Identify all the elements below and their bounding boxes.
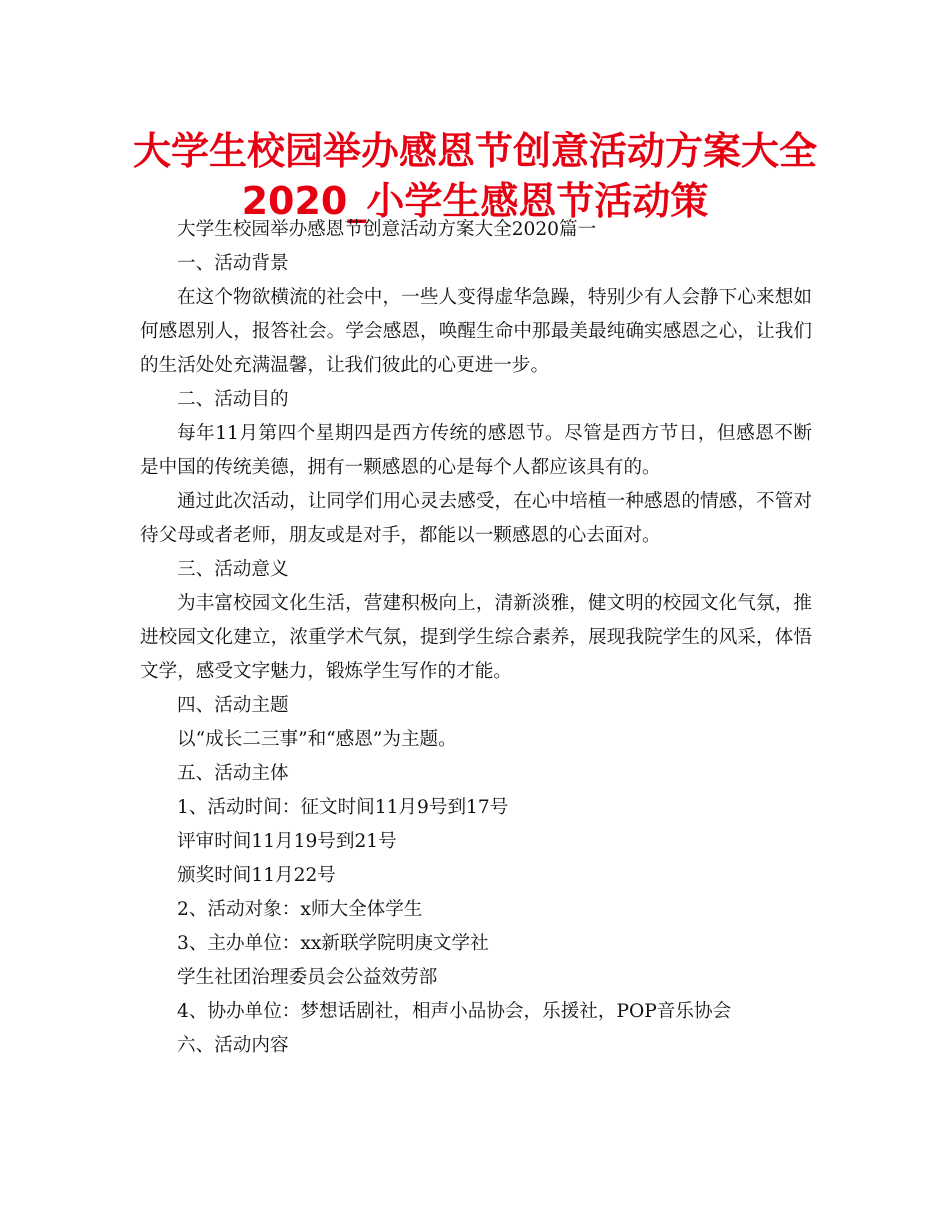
paragraph-review-time: 评审时间11月19号到21号 bbox=[177, 831, 397, 852]
paragraph-purpose-2: 通过此次活动，让同学们用心灵去感受，在心中培植一种感恩的情感，不管对待父母或者老师，朋友或是对手，都能以一颗感恩的心去面对。 bbox=[140, 491, 812, 546]
title-line-1: 大学生校园举办感恩节创意活动方案大全 bbox=[132, 129, 817, 173]
section-heading-background: 一、活动背景 bbox=[177, 253, 289, 274]
document-body bbox=[140, 213, 812, 1063]
paragraph-award-time: 颁奖时间11月22号 bbox=[177, 865, 336, 886]
paragraph-organizer-2: 学生社团治理委员会公益效劳部 bbox=[177, 967, 438, 988]
section-heading-content: 六、活动内容 bbox=[177, 1035, 289, 1056]
document-title bbox=[120, 126, 830, 226]
paragraph-audience: 2、活动对象：x师大全体学生 bbox=[177, 899, 423, 920]
section-heading-significance: 三、活动意义 bbox=[177, 559, 289, 580]
section-heading-theme: 四、活动主题 bbox=[177, 695, 289, 716]
paragraph-purpose-1: 每年11月第四个星期四是西方传统的感恩节。尽管是西方节日，但感恩不断是中国的传统美德，拥有一颗感恩的心是每个人都应该具有的。 bbox=[140, 423, 812, 478]
paragraph-co-organizer: 4、协办单位：梦想话剧社，相声小品协会，乐援社，POP音乐协会 bbox=[177, 1001, 732, 1022]
title-line-2: 2020_小学生感恩节活动策 bbox=[241, 179, 709, 223]
section-heading-subject: 五、活动主体 bbox=[177, 763, 289, 784]
paragraph-intro: 大学生校园举办感恩节创意活动方案大全2020篇一 bbox=[177, 219, 597, 240]
paragraph-activity-time: 1、活动时间：征文时间11月9号到17号 bbox=[177, 797, 509, 818]
paragraph-organizer: 3、主办单位：xx新联学院明庚文学社 bbox=[177, 933, 489, 954]
paragraph-background: 在这个物欲横流的社会中，一些人变得虚华急躁，特别少有人会静下心来想如何感恩别人，报答社会。学会感恩，唤醒生命中那最美最纯确实感恩之心，让我们的生活处处充满温馨，让我们彼此的心更进一步。 bbox=[140, 287, 812, 376]
section-heading-purpose: 二、活动目的 bbox=[177, 389, 289, 410]
paragraph-theme: 以“成长二三事”和“感恩”为主题。 bbox=[177, 729, 457, 750]
paragraph-significance: 为丰富校园文化生活，营建积极向上，清新淡雅，健文明的校园文化气氛，推进校园文化建立，浓重学术气氛，提到学生综合素养，展现我院学生的风采，体悟文学，感受文字魅力，锻炼学生写作的才能。 bbox=[140, 593, 812, 682]
